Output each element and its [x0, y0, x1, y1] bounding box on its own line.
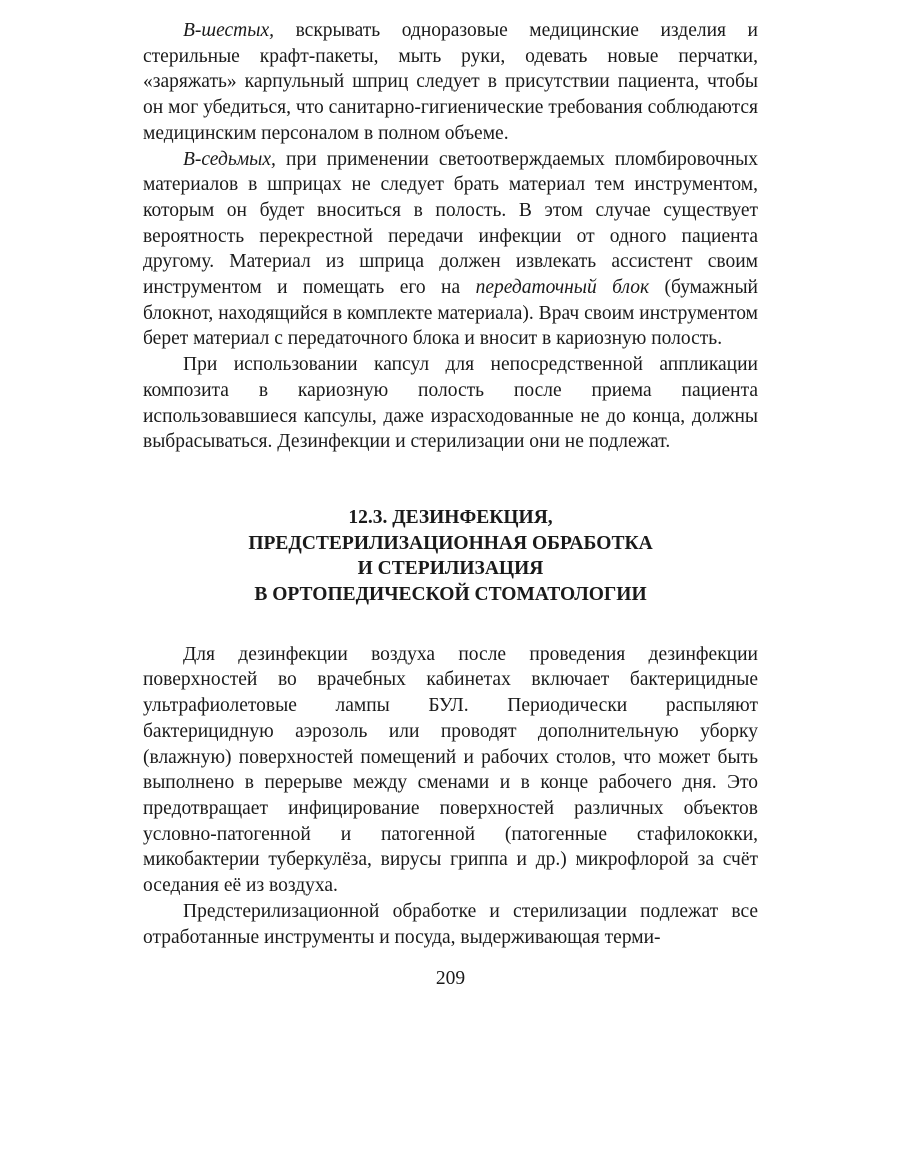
section-heading [143, 505, 758, 608]
paragraph-sterilization: Предстерилизационной обработке и стерилизации подлежат все отработанные инструменты и посуда, выдерживающая терми- [143, 900, 758, 948]
page-number: 209 [435, 968, 466, 990]
paragraph-seventh [143, 147, 758, 353]
section-heading-line-4: В ОРТОПЕДИЧЕСКОЙ СТОМАТОЛОГИИ [254, 584, 647, 606]
paragraph-capsules: При использовании капсул для непосредственной аппликации композита в кариозную полость после приема пациента использовавшиеся капсулы, даже израсходованные не до конца, должны выбрасываться. Дезинфекции и стерилизации они не подлежат. [143, 354, 758, 453]
paragraph-lead-sixth: В-шестых, [183, 20, 274, 41]
section-heading-line-2: ПРЕДСТЕРИЛИЗАЦИОННАЯ ОБРАБОТКА [248, 532, 653, 554]
paragraph-text-seventh-before: при применении светоотверждаемых пломбировочных материалов в шприцах не следует брать материал тем инструментом, которым он будет вноситься в полость. В этом случае существует вероятность перекрестной передачи инфекции от одного пациента другому. Материал из шприца должен извлекать ассистент своим инструментом и помещать его на [143, 148, 758, 299]
paragraph-text-seventh-after: (бумажный блокнот, находящийся в комплекте материала). Врач своим инструментом берет материал с передаточного блока и вносит в кариозную полость. [143, 277, 758, 350]
section-heading-line-1: 12.3. ДЕЗИНФЕКЦИЯ, [348, 506, 553, 528]
paragraph-emphasis-transfer-block: передаточный блок [475, 277, 650, 299]
paragraph-text-sixth: вскрывать одноразовые медицинские изделия и стерильные крафт-пакеты, мыть руки, одевать новые перчатки, «заряжать» карпульный шприц следует в присутствии пациента, чтобы он мог убедиться, что санитарно-гигиенические требования соблюдаются медицинским персоналом в полном объеме. [143, 20, 758, 144]
paragraph-air-disinfection: Для дезинфекции воздуха после проведения дезинфекции поверхностей во врачебных кабинетах включает бактерицидные ультрафиолетовые лампы БУЛ. Периодически распыляют бактерицидную аэрозоль или проводят дополнительную уборку (влажную) поверхностей помещений и рабочих столов, что может быть выполнено в перерыве между сменами и в конце рабочего дня. Это предотвращает инфицирование поверхностей различных объектов условно-патогенной и патогенной (патогенные стафилококки, микобактерии туберкулёза, вирусы гриппа и др.) микрофлорой за счёт оседания её из воздуха. [143, 643, 758, 897]
paragraph-lead-seventh: В-седьмых, [183, 148, 276, 170]
book-page [143, 18, 758, 992]
section-heading-line-3: И СТЕРИЛИЗАЦИЯ [357, 558, 544, 580]
paragraph-sixth [143, 18, 758, 147]
